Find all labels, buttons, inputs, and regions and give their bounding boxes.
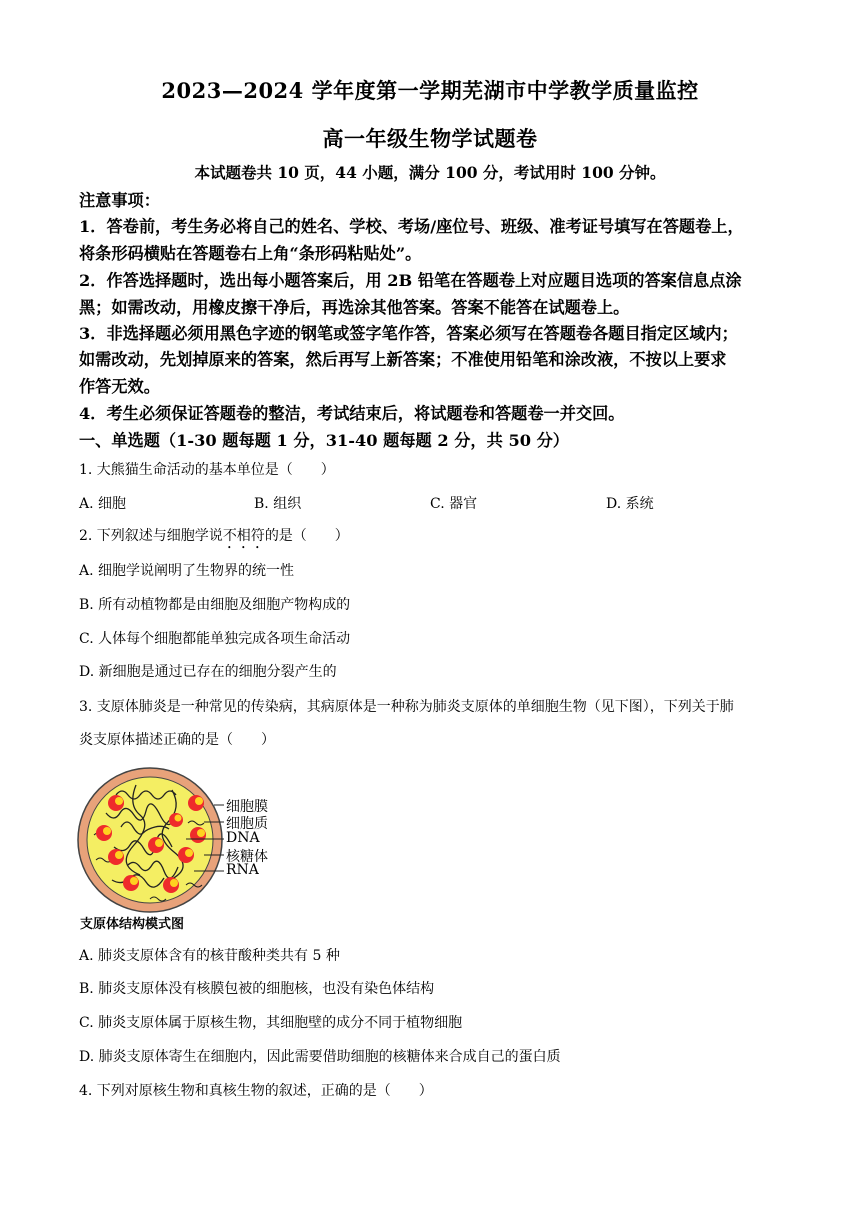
- question-2-stem-start: 2. 下列叙述与细胞学说: [79, 528, 223, 544]
- question-1-stem: 1. 大熊猫生命活动的基本单位是（ ）: [79, 462, 335, 478]
- mycoplasma-diagram: [76, 765, 316, 935]
- notice-line: 将条形码横贴在答题卷右上角“条形码粘贴处”。: [79, 244, 422, 263]
- question-3-option-c: C. 肺炎支原体属于原核生物，其细胞壁的成分不同于植物细胞: [79, 1015, 463, 1031]
- question-2-option-d: D. 新细胞是通过已存在的细胞分裂产生的: [79, 664, 337, 680]
- question-3-option-a: A. 肺炎支原体含有的核苷酸种类共有 5 种: [79, 948, 340, 964]
- notice-line: 黑；如需改动，用橡皮擦干净后，再选涂其他答案。答案不能答在试题卷上。: [79, 298, 630, 317]
- exam-info: 本试题卷共 10 页，44 小题，满分 100 分，考试用时 100 分钟。: [194, 163, 666, 182]
- question-3-stem-line2: 炎支原体描述正确的是（ ）: [79, 732, 275, 748]
- question-1-option-c: C. 器官: [430, 496, 478, 512]
- question-1-option-a: A. 细胞: [79, 496, 127, 512]
- question-2-option-b: B. 所有动植物都是由细胞及细胞产物构成的: [79, 597, 351, 613]
- notice-line: 3．非选择题必须用黑色字迹的钢笔或签字笔作答，答案必须写在答题卷各题目指定区域内；: [79, 324, 738, 343]
- question-2-option-c: C. 人体每个细胞都能单独完成各项生命活动: [79, 631, 351, 647]
- exam-subtitle: 高一年级生物学试题卷: [322, 126, 538, 151]
- question-2-stem: [79, 525, 349, 552]
- question-3-stem-line1: 3. 支原体肺炎是一种常见的传染病，其病原体是一种称为肺炎支原体的单细胞生物（见下图），下列关于肺: [79, 699, 734, 715]
- notice-heading: 注意事项：: [79, 191, 160, 210]
- question-1-option-d: D. 系统: [606, 496, 654, 512]
- question-4-stem: 4. 下列对原核生物和真核生物的叙述，正确的是（ ）: [79, 1083, 433, 1099]
- label-cytoplasm: 细胞质: [226, 816, 268, 832]
- notice-line: 作答无效。: [79, 377, 160, 396]
- label-cell-membrane: 细胞膜: [226, 799, 268, 815]
- notice-line: 如需改动，先划掉原来的答案，然后再写上新答案；不准使用铅笔和涂改液，不按以上要求: [79, 350, 727, 369]
- label-ribosome: 核糖体: [226, 849, 268, 865]
- question-3-option-b: B. 肺炎支原体没有核膜包被的细胞核，也没有染色体结构: [79, 981, 435, 997]
- section-heading: 一、单选题（1-30 题每题 1 分，31-40 题每题 2 分，共 50 分）: [79, 431, 569, 450]
- label-rna: RNA: [226, 862, 259, 878]
- question-2-stem-end: 的是（ ）: [264, 528, 349, 544]
- question-2-option-a: A. 细胞学说阐明了生物界的统一性: [79, 563, 295, 579]
- mycoplasma-illustration: [76, 765, 316, 915]
- notice-line: 2．作答选择题时，选出每小题答案后，用 2B 铅笔在答题卷上对应题目选项的答案信息点涂: [79, 271, 742, 290]
- label-dna: DNA: [226, 830, 260, 846]
- exam-title: 2023—2024 学年度第一学期芜湖市中学教学质量监控: [161, 78, 699, 103]
- notice-line: 1．答卷前，考生务必将自己的姓名、学校、考场/座位号、班级、准考证号填写在答题卷上，: [79, 217, 744, 236]
- notice-line: 4．考生必须保证答题卷的整洁，考试结束后，将试题卷和答题卷一并交回。: [79, 404, 625, 423]
- question-3-option-d: D. 肺炎支原体寄生在细胞内，因此需要借助细胞的核糖体来合成自己的蛋白质: [79, 1049, 561, 1065]
- figure-caption: 支原体结构模式图: [80, 917, 185, 932]
- question-2-emphasis: 不相符: [222, 528, 265, 544]
- question-1-option-b: B. 组织: [254, 496, 302, 512]
